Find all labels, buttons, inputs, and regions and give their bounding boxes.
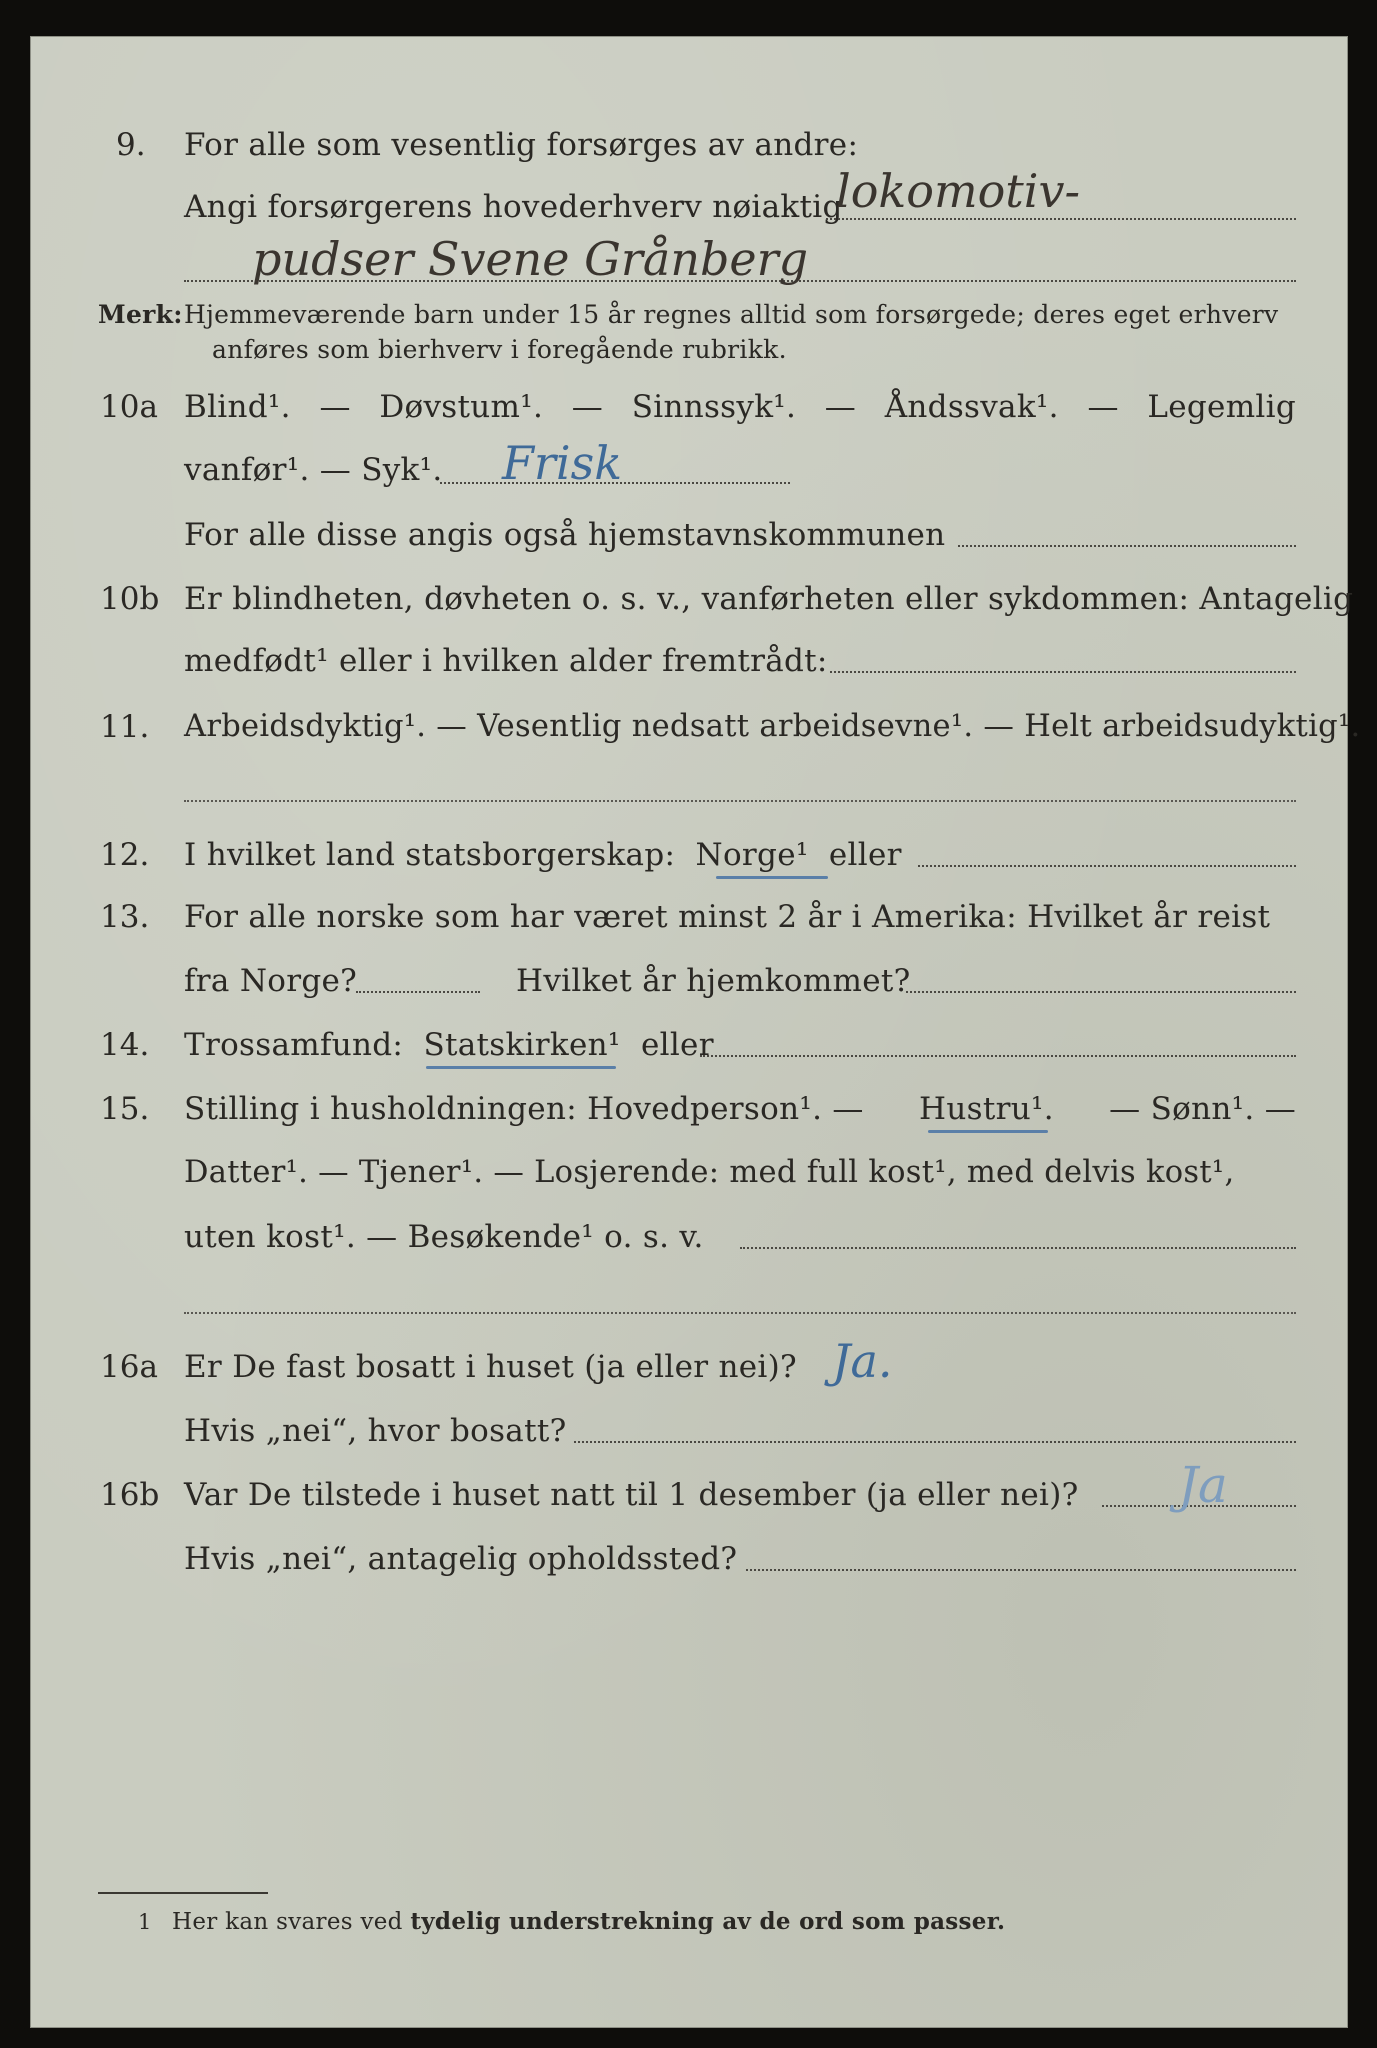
q9-line2: Angi forsørgerens hovederhverv nøiaktig bbox=[184, 189, 843, 225]
q13-number: 13. bbox=[100, 899, 150, 935]
q16a-fill-line bbox=[574, 1441, 1296, 1443]
q15-line1-post: — Sønn¹. — bbox=[1109, 1091, 1296, 1127]
q10a-number: 10a bbox=[100, 389, 158, 425]
q15-answer-underline bbox=[928, 1130, 1048, 1133]
q10b-line1: Er blindheten, døvheten o. s. v., vanførheten eller sykdommen: Antagelig bbox=[184, 581, 1354, 617]
q14-question: Trossamfund: bbox=[184, 1027, 404, 1063]
q10a-line2: vanfør¹. — Syk¹. bbox=[184, 452, 443, 488]
q10a-dash-1: — bbox=[319, 389, 351, 425]
q10b-number: 10b bbox=[100, 581, 160, 617]
q9-handwritten-answer-1: lokomotiv- bbox=[836, 164, 1081, 218]
q11-number: 11. bbox=[100, 709, 150, 745]
q10a-dovstum: Døvstum¹. bbox=[379, 389, 544, 425]
q10a-dash-2: — bbox=[571, 389, 604, 425]
q14-text bbox=[184, 1027, 714, 1063]
q15-number: 15. bbox=[100, 1091, 150, 1127]
q16a-handwritten-answer: Ja. bbox=[832, 1334, 893, 1388]
q15-line1-pre: Stilling i husholdningen: Hovedperson¹. — bbox=[184, 1091, 864, 1127]
q10a-fill-line-2 bbox=[958, 545, 1296, 547]
q12-underlined-option: Norge¹ bbox=[695, 837, 809, 873]
q9-number: 9. bbox=[116, 127, 146, 163]
q12-number: 12. bbox=[100, 837, 150, 873]
footnote-text bbox=[172, 1910, 1005, 1934]
q16b-handwritten-answer: Ja bbox=[1178, 1456, 1228, 1514]
q10b-line2: medfødt¹ eller i hvilken alder fremtrådt: bbox=[184, 643, 828, 679]
q9-handwritten-answer-2: pudser Svene Grånberg bbox=[252, 232, 809, 286]
q10a-sinnssyk: Sinnssyk¹. bbox=[631, 389, 797, 425]
q9-fill-line-1 bbox=[826, 218, 1296, 220]
q15-fill-line-2 bbox=[184, 1312, 1296, 1314]
merk-line2: anføres som bierhverv i foregående rubrikk. bbox=[212, 335, 787, 364]
merk-line1: Hjemmeværende barn under 15 år regnes alltid som forsørgede; deres eget erhverv bbox=[184, 300, 1279, 329]
q12-question: I hvilket land statsborgerskap: bbox=[184, 837, 676, 873]
q16a-line2: Hvis „nei“, hvor bosatt? bbox=[184, 1413, 567, 1449]
q15-underlined-option: Hustru¹. bbox=[919, 1091, 1054, 1127]
q13-line2a: fra Norge? bbox=[184, 963, 358, 999]
q14-underlined-option: Statskirken¹ bbox=[423, 1027, 621, 1063]
footnote-pre: Her kan svares ved bbox=[172, 1909, 403, 1935]
q13-line2b: Hvilket år hjemkommet? bbox=[516, 963, 911, 999]
q16b-fill-line-2 bbox=[746, 1569, 1296, 1571]
q12-fill-line bbox=[918, 865, 1296, 867]
q12-text bbox=[184, 837, 902, 873]
q13-fill-line-1 bbox=[356, 991, 480, 993]
q14-eller: eller bbox=[640, 1027, 714, 1063]
q10b-fill-line bbox=[830, 671, 1296, 673]
q10a-dash-4: — bbox=[1087, 389, 1119, 425]
q10a-legemlig: Legemlig bbox=[1147, 389, 1296, 425]
q16b-line2: Hvis „nei“, antagelig opholdssted? bbox=[184, 1541, 738, 1577]
q14-answer-underline bbox=[426, 1066, 616, 1069]
footnote-bold: tydelig understrekning av de ord som passer. bbox=[410, 1908, 1006, 1935]
q12-answer-underline bbox=[716, 876, 828, 879]
q10a-line3: For alle disse angis også hjemstavnskommunen bbox=[184, 517, 946, 553]
q14-number: 14. bbox=[100, 1027, 150, 1063]
q16a-number: 16a bbox=[100, 1349, 158, 1385]
q15-line2: Datter¹. — Tjener¹. — Losjerende: med full kost¹, med delvis kost¹, bbox=[184, 1155, 1235, 1190]
footnote-mark: 1 bbox=[138, 1910, 152, 1934]
q15-line1 bbox=[184, 1091, 1296, 1127]
q9-line1: For alle som vesentlig forsørges av andre: bbox=[184, 127, 859, 163]
q16b-line1: Var De tilstede i huset natt til 1 desember (ja eller nei)? bbox=[184, 1477, 1079, 1513]
q16b-number: 16b bbox=[100, 1477, 160, 1513]
q10a-handwritten-answer: Frisk bbox=[502, 436, 623, 490]
merk-label: Merk: bbox=[98, 300, 183, 329]
q13-line1: For alle norske som har været minst 2 år i Amerika: Hvilket år reist bbox=[184, 899, 1271, 935]
q11-line1: Arbeidsdyktig¹. — Vesentlig nedsatt arbeidsevne¹. — Helt arbeidsudyktig¹. bbox=[184, 709, 1361, 744]
q10a-line1 bbox=[184, 389, 1296, 425]
q14-fill-line bbox=[700, 1055, 1296, 1057]
q10a-dash-3: — bbox=[824, 389, 857, 425]
q11-fill-line bbox=[184, 800, 1296, 802]
q16a-line1: Er De fast bosatt i huset (ja eller nei)? bbox=[184, 1349, 797, 1385]
footnote-rule bbox=[98, 1892, 268, 1894]
q10a-blind: Blind¹. bbox=[184, 389, 291, 425]
q15-line3: uten kost¹. — Besøkende¹ o. s. v. bbox=[184, 1219, 704, 1255]
q12-eller: eller bbox=[828, 837, 902, 873]
q15-fill-line-1 bbox=[740, 1247, 1296, 1249]
q10a-andssvak: Åndssvak¹. bbox=[884, 389, 1059, 425]
q13-fill-line-2 bbox=[906, 991, 1296, 993]
